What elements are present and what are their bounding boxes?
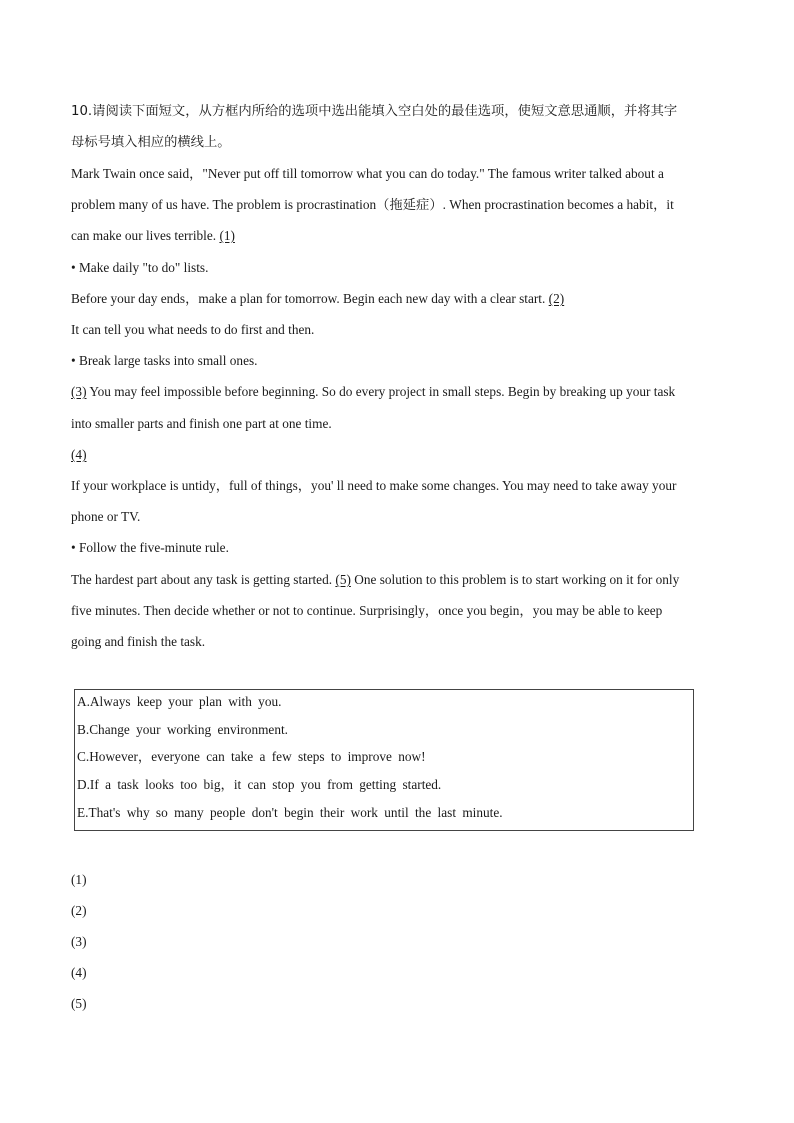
passage-text: can make our lives terrible. (71, 228, 217, 243)
passage-line: going and finish the task. (71, 634, 206, 649)
passage-line: Mark Twain once said，"Never put off till tomorrow what you can do today." The famous writer talked about a (71, 166, 664, 181)
blank-5: (5) (335, 572, 351, 587)
passage-line (71, 571, 679, 589)
instruction-line-2: 母标号填入相应的横线上。 (71, 135, 231, 150)
passage-text: You may feel impossible before beginning. So do every project in small steps. Begin by breaking up your task (89, 384, 676, 399)
blank-1: (1) (219, 228, 235, 243)
passage-line (71, 383, 675, 401)
passage-text: One solution to this problem is to start working on it for only (354, 572, 680, 587)
bullet-heading: • Make daily "to do" lists. (71, 260, 209, 275)
option-c: C.However，everyone can take a few steps to improve now! (77, 749, 426, 764)
answer-5[interactable]: (5) (71, 996, 87, 1011)
passage-line (71, 290, 564, 308)
answer-4[interactable]: (4) (71, 965, 87, 980)
option-b: B.Change your working environment. (77, 722, 289, 737)
option-d: D.If a task looks too big，it can stop you from getting started. (77, 777, 442, 792)
answer-3[interactable]: (3) (71, 934, 87, 949)
option-e: E.That's why so many people don't begin their work until the last minute. (77, 805, 503, 820)
passage-line: It can tell you what needs to do first and then. (71, 322, 315, 337)
answer-2[interactable]: (2) (71, 903, 87, 918)
bullet-heading: • Follow the five-minute rule. (71, 540, 229, 555)
passage-text: Before your day ends，make a plan for tomorrow. Begin each new day with a clear start. (71, 291, 546, 306)
instruction-line-1: 10.请阅读下面短文，从方框内所给的选项中选出能填入空白处的最佳选项，使短文意思通顺，并将其字 (71, 104, 678, 119)
answer-1[interactable]: (1) (71, 872, 87, 887)
option-a: A.Always keep your plan with you. (77, 694, 282, 709)
passage-line (71, 446, 87, 464)
passage-line (71, 196, 674, 215)
passage-line: phone or TV. (71, 509, 141, 524)
blank-2: (2) (548, 291, 565, 306)
passage-text-cn: （拖延症） (376, 198, 443, 213)
passage-line: into smaller parts and finish one part at one time. (71, 416, 332, 431)
passage-line: five minutes. Then decide whether or not to continue. Surprisingly，once you begin，you may be able to keep (71, 603, 663, 618)
options-box (74, 689, 694, 831)
passage-text: . When procrastination becomes a habit，it (442, 197, 674, 212)
passage-line (71, 227, 235, 245)
blank-4: (4) (71, 447, 87, 462)
bullet-heading: • Break large tasks into small ones. (71, 353, 258, 368)
blank-3: (3) (71, 384, 87, 399)
passage-line: If your workplace is untidy，full of things，you' ll need to make some changes. You may need to take away your (71, 478, 677, 493)
passage-text: problem many of us have. The problem is procrastination (71, 197, 377, 212)
passage-text: The hardest part about any task is getting started. (71, 572, 333, 587)
